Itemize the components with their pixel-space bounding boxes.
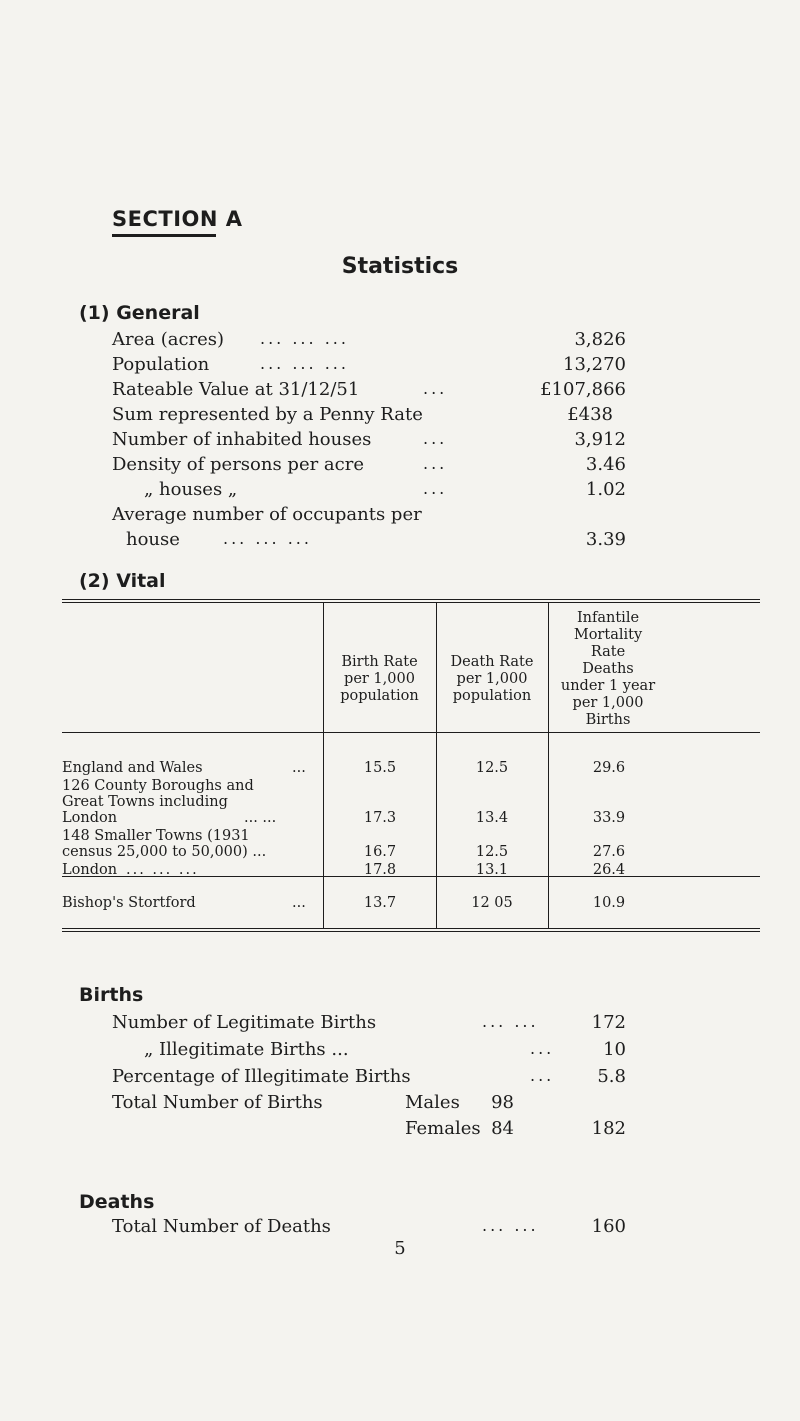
general-row-value: 3.46: [585, 454, 626, 475]
table-cell-birth-rate: 17.3: [363, 810, 397, 826]
births-row-label: Number of Legitimate Births: [112, 1012, 377, 1033]
table-cell-infantile-mortality: 29.6: [592, 760, 626, 776]
leader-dots: ...: [423, 479, 448, 498]
table-top-rule: [62, 602, 760, 603]
column-header-death-rate: Death Rate per 1,000 population: [450, 654, 534, 704]
general-row-label: Density of persons per acre: [112, 454, 364, 475]
general-row-value: 3,912: [574, 429, 626, 450]
deaths-row-value: 160: [591, 1216, 626, 1237]
births-females-label: Females: [405, 1118, 481, 1139]
leader-dots: ...: [530, 1066, 555, 1085]
leader-dots: ...: [530, 1039, 555, 1058]
table-cell-infantile-mortality: 27.6: [592, 844, 626, 860]
births-row-value: 5.8: [597, 1066, 626, 1087]
table-bottom-rule: [62, 928, 760, 929]
deaths-row-label: Total Number of Deaths: [112, 1216, 331, 1237]
general-row-value: 3,826: [574, 329, 626, 350]
deaths-heading: Deaths: [79, 1191, 155, 1213]
general-row-label: „ houses „: [144, 479, 238, 500]
general-row-label: Number of inhabited houses: [112, 429, 372, 450]
leader-dots: ... ...: [244, 810, 277, 826]
table-row-label: England and Wales: [62, 760, 203, 776]
general-row-label: Average number of occupants per: [112, 504, 422, 525]
table-cell-infantile-mortality: 33.9: [592, 810, 626, 826]
section-title-underline: [112, 234, 216, 237]
page-title: Statistics: [341, 254, 459, 279]
leader-dots: ... ...: [482, 1216, 539, 1235]
leader-dots: ...: [292, 760, 306, 776]
leader-dots: ...: [292, 895, 306, 911]
table-cell-death-rate: 12.5: [475, 844, 509, 860]
leader-dots: ...: [423, 379, 448, 398]
table-cell-birth-rate: 13.7: [363, 895, 397, 911]
column-header-birth-rate: Birth Rate per 1,000 population: [340, 654, 419, 704]
births-row-label: „ Illegitimate Births ...: [144, 1039, 349, 1060]
general-heading: (1) General: [79, 302, 200, 324]
general-row-value: 1.02: [585, 479, 626, 500]
general-row-label: Sum represented by a Penny Rate: [112, 404, 423, 425]
table-cell-birth-rate: 16.7: [363, 844, 397, 860]
table-row-label: 148 Smaller Towns (1931 census 25,000 to 50,000) ...: [62, 828, 267, 860]
leader-dots: ... ... ...: [260, 354, 349, 373]
births-males-label: Males: [405, 1092, 460, 1113]
table-row-label: Bishop's Stortford: [62, 895, 196, 911]
table-row-label: 126 County Boroughs and Great Towns including London: [62, 778, 254, 826]
births-males-value: 98: [491, 1092, 514, 1113]
table-header-rule: [62, 732, 760, 733]
column-header-infantile-mortality: Infantile Mortality Rate Deaths under 1 year per 1,000 Births: [560, 610, 656, 728]
leader-dots: ... ... ...: [223, 529, 312, 548]
general-row-value: 3.39: [585, 529, 626, 550]
table-bottom-rule: [62, 931, 760, 932]
births-females-value: 84: [491, 1118, 514, 1139]
general-row-value: £438: [567, 404, 613, 425]
general-row-label: house: [126, 529, 180, 550]
general-row-label: Area (acres): [112, 329, 225, 350]
table-top-rule: [62, 599, 760, 600]
births-heading: Births: [79, 984, 144, 1006]
births-total-label: Total Number of Births: [112, 1092, 323, 1113]
vital-heading: (2) Vital: [79, 570, 166, 592]
leader-dots: ... ... ...: [260, 329, 349, 348]
table-cell-death-rate: 13.4: [475, 810, 509, 826]
table-cell-death-rate: 13.1: [475, 862, 509, 878]
table-cell-birth-rate: 15.5: [363, 760, 397, 776]
table-cell-death-rate: 12 05: [471, 895, 513, 911]
general-row-value: £107,866: [540, 379, 626, 400]
table-cell-infantile-mortality: 26.4: [592, 862, 626, 878]
general-row-label: Population: [112, 354, 210, 375]
leader-dots: ...: [423, 454, 448, 473]
table-cell-infantile-mortality: 10.9: [592, 895, 626, 911]
table-cell-birth-rate: 17.8: [363, 862, 397, 878]
page-number: 5: [394, 1238, 406, 1259]
leader-dots: ...: [423, 429, 448, 448]
section-title: SECTION A: [112, 207, 243, 231]
leader-dots: ... ...: [482, 1012, 539, 1031]
table-row-label: London: [62, 862, 118, 878]
general-row-label: Rateable Value at 31/12/51: [112, 379, 360, 400]
births-row-value: 10: [603, 1039, 626, 1060]
births-row-value: 172: [591, 1012, 626, 1033]
births-row-label: Percentage of Illegitimate Births: [112, 1066, 411, 1087]
table-cell-death-rate: 12.5: [475, 760, 509, 776]
births-total-value: 182: [591, 1118, 626, 1139]
leader-dots: ... ... ...: [126, 862, 199, 878]
general-row-value: 13,270: [563, 354, 626, 375]
